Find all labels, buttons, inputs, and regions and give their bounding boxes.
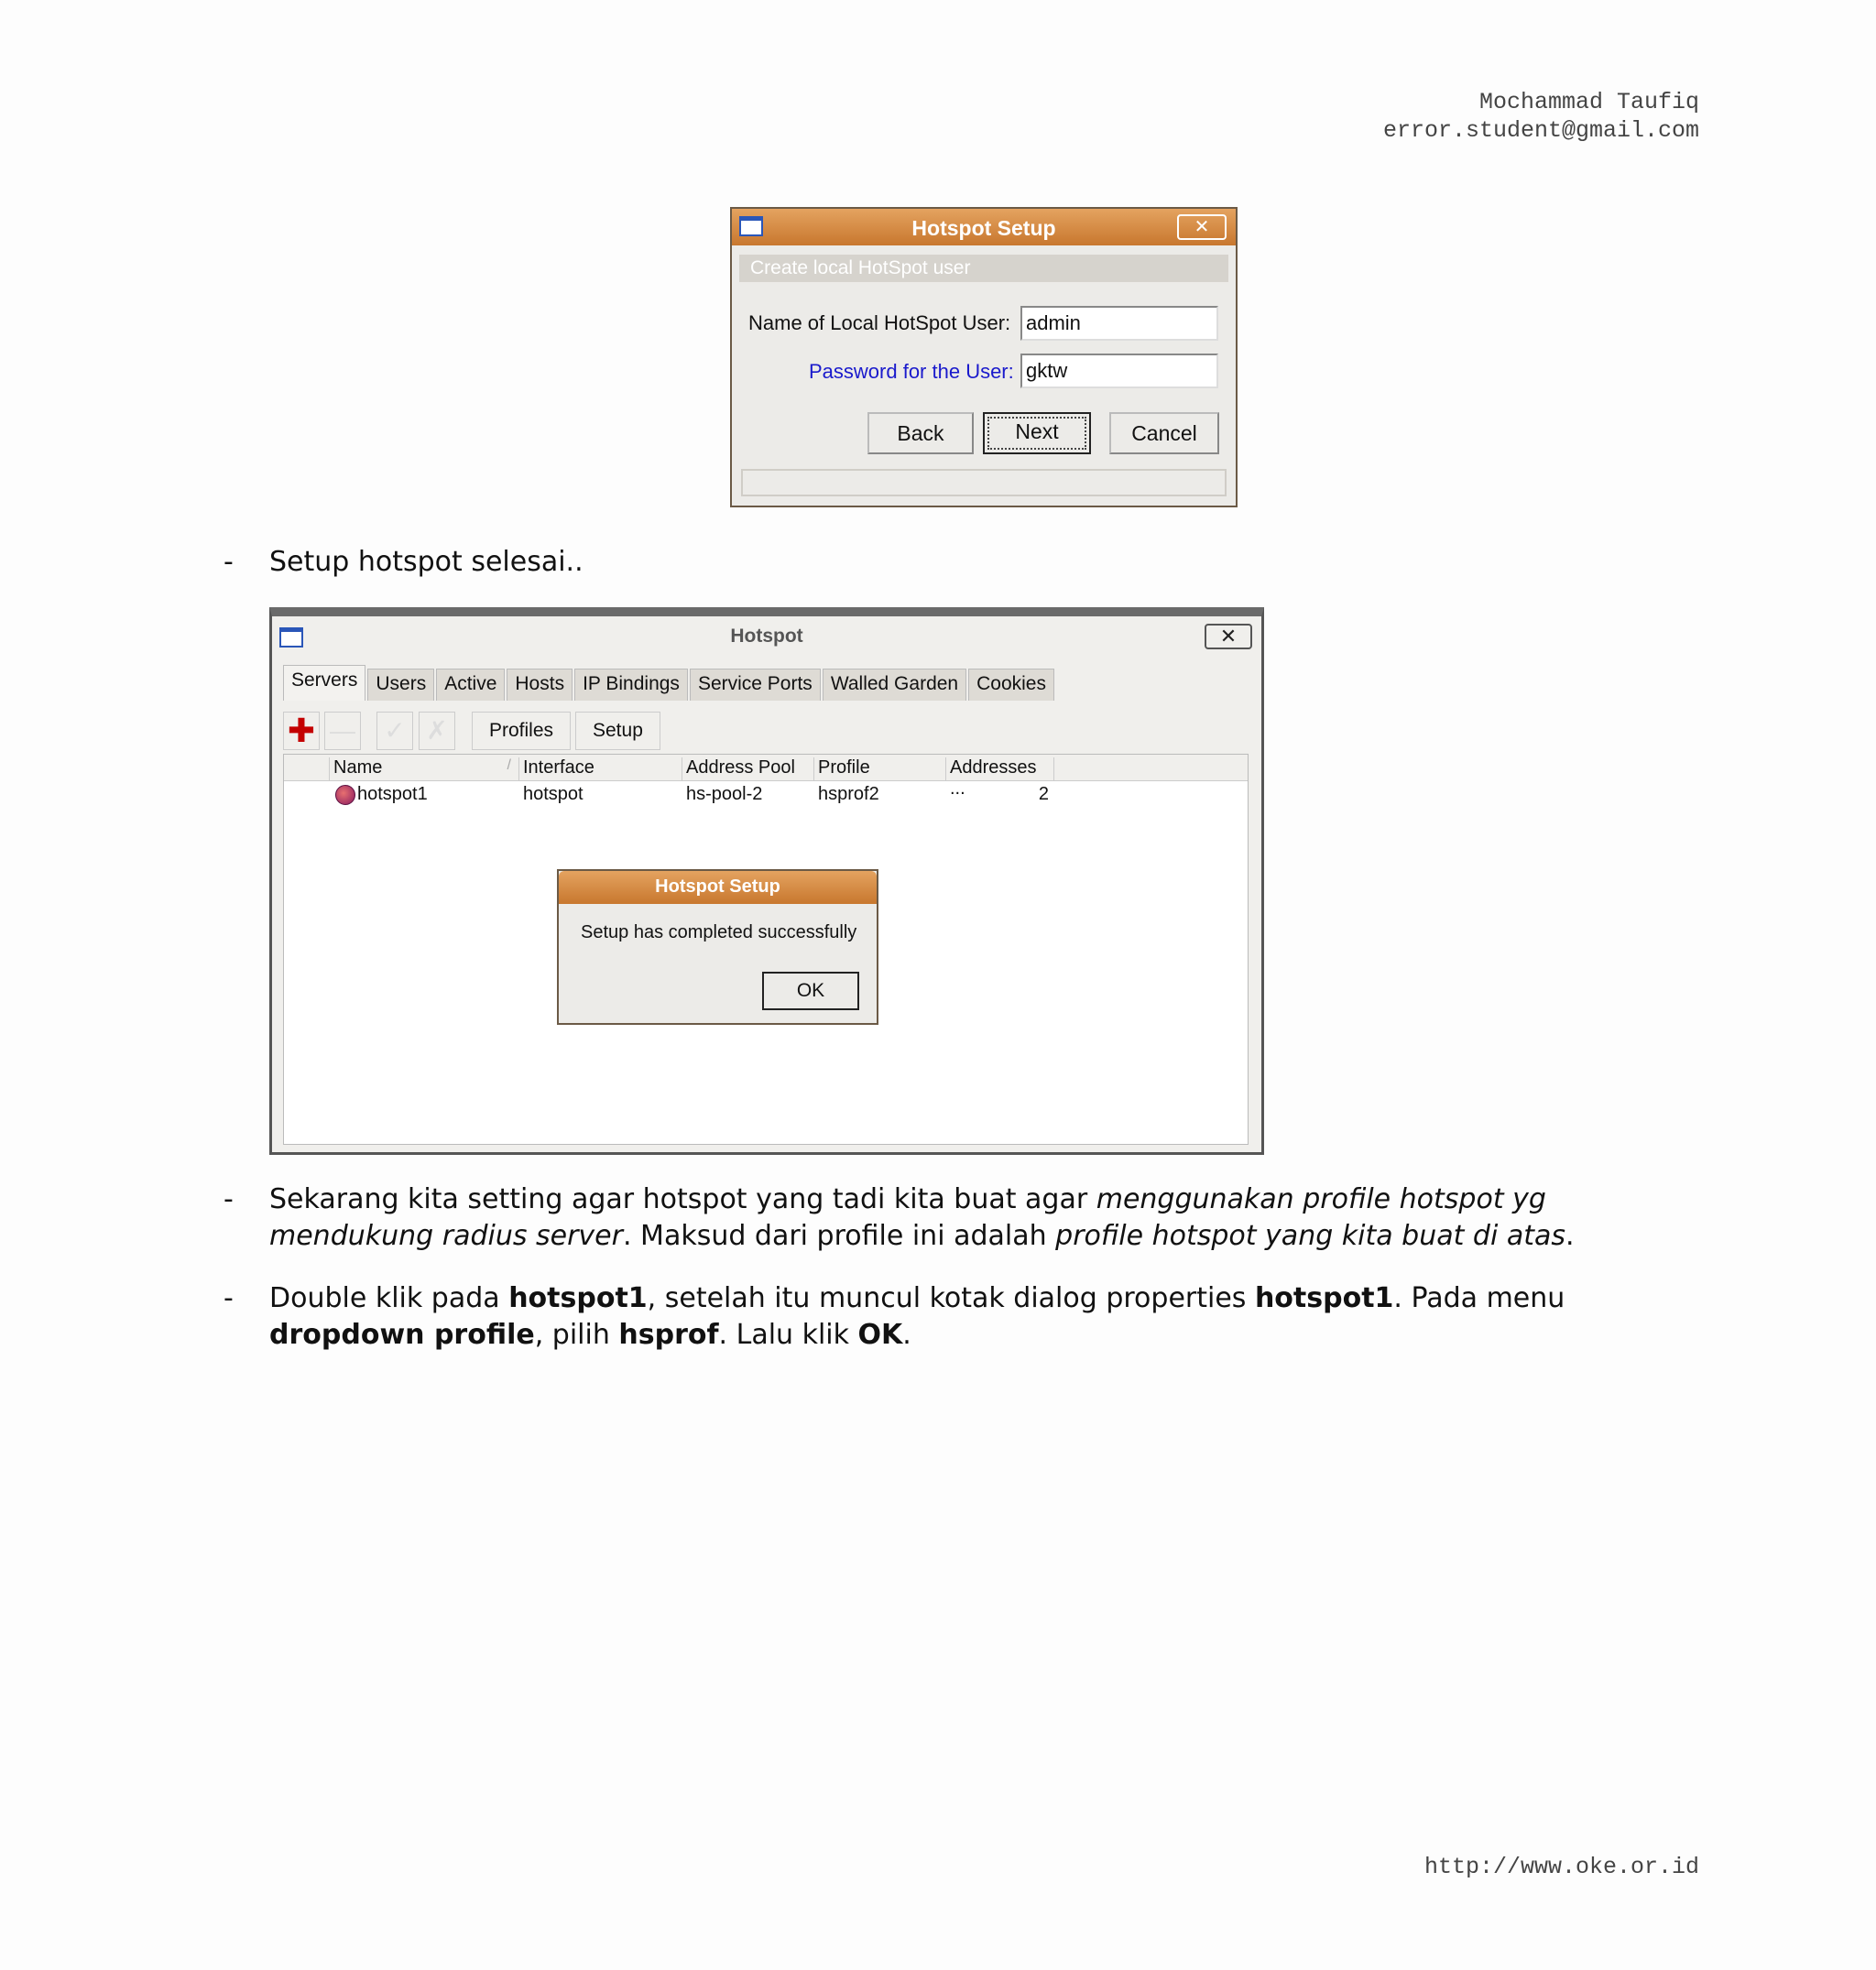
cancel-button[interactable]: Cancel — [1109, 412, 1219, 454]
cell-name: hotspot1 — [357, 784, 428, 804]
dialog-titlebar — [559, 871, 877, 904]
cell-addresses: 2 — [1038, 784, 1049, 804]
bullet-1-text: Setup hotspot selesai.. — [269, 546, 584, 578]
bullet-3-text: Double klik pada — [269, 1282, 509, 1314]
bullet-2: - Sekarang kita setting agar hotspot yang tadi kita buat agar menggunakan profile hotspot yg mendukung radius server. Maksud dari profile ini adalah profile hotspot yang kita buat di atas. — [224, 1183, 1575, 1252]
dialog-title: Hotspot Setup — [655, 876, 780, 897]
next-button[interactable]: Next — [983, 412, 1091, 454]
bullet-3-text-3: . Pada menu — [1393, 1282, 1565, 1314]
tab-walled-garden[interactable]: Walled Garden — [823, 669, 966, 701]
add-icon[interactable]: ✚ — [283, 712, 320, 750]
col-flag — [284, 757, 330, 781]
col-interface[interactable]: Interface — [519, 757, 682, 781]
tab-active[interactable]: Active — [436, 669, 505, 701]
sort-indicator-icon: / — [507, 757, 511, 773]
dialog-message: Setup has completed successfully — [581, 922, 857, 942]
tab-servers[interactable]: Servers — [283, 665, 365, 701]
window-title: Hotspot — [730, 626, 803, 647]
tab-ip-bindings[interactable]: IP Bindings — [574, 669, 688, 701]
tab-cookies[interactable]: Cookies — [968, 669, 1054, 701]
tab-service-ports[interactable]: Service Ports — [690, 669, 821, 701]
bullet-3-bold-4: hsprof — [618, 1319, 719, 1351]
setup-button[interactable]: Setup — [575, 712, 660, 750]
hotspot-server-icon — [335, 785, 355, 805]
dialog-subheading: Create local HotSpot user — [739, 255, 1228, 282]
bullet-2-italic: menggunakan profile hotspot yg mendukung radius server — [269, 1183, 1546, 1252]
col-profile[interactable]: Profile — [814, 757, 946, 781]
bullet-3-bold-3: dropdown profile — [269, 1319, 535, 1351]
col-name-label: Name — [333, 757, 383, 778]
status-bar — [741, 469, 1227, 496]
ok-button[interactable]: OK — [762, 972, 859, 1010]
hotspot-window — [269, 607, 1264, 1155]
back-button[interactable]: Back — [867, 412, 974, 454]
password-field[interactable]: gktw — [1020, 354, 1218, 388]
bullet-3-bold-1: hotspot1 — [508, 1282, 648, 1314]
dialog-titlebar — [732, 209, 1236, 245]
col-address-pool[interactable]: Address Pool — [682, 757, 814, 781]
bullet-3-text-4: , pilih — [534, 1319, 619, 1351]
cell-profile: hsprof2 — [818, 784, 879, 804]
bullet-3: - Double klik pada hotspot1, setelah itu muncul kotak dialog properties hotspot1. Pada menu dropdown profile, pilih hsprof. Lalu klik OK. — [224, 1282, 1565, 1351]
tab-hosts[interactable]: Hosts — [507, 669, 573, 701]
footer-url: http://www.oke.or.id — [1423, 1854, 1699, 1880]
author-email: error.student@gmail.com — [1382, 117, 1699, 144]
enable-icon[interactable]: ✓ — [376, 712, 413, 750]
close-icon[interactable]: ✕ — [1205, 624, 1252, 649]
password-label: Password for the User: — [809, 360, 1014, 383]
bullet-2-italic-2: profile hotspot yang kita buat di atas — [1055, 1220, 1565, 1252]
tab-bar — [283, 669, 1056, 700]
col-name[interactable] — [330, 757, 519, 781]
profiles-button[interactable]: Profiles — [472, 712, 571, 750]
username-field[interactable]: admin — [1020, 306, 1218, 341]
name-label: Name of Local HotSpot User: — [748, 311, 1011, 334]
col-addresses[interactable]: Addresses ... — [946, 757, 1054, 781]
bullet-3-text-2: , setelah itu muncul kotak dialog properties — [647, 1282, 1255, 1314]
cell-address-pool: hs-pool-2 — [686, 784, 763, 804]
hotspot-setup-user-dialog — [730, 207, 1238, 507]
page-header — [1383, 88, 1699, 145]
remove-icon[interactable]: — — [324, 712, 361, 750]
author-name: Mochammad Taufiq — [1478, 89, 1699, 115]
bullet-2-end: . — [1565, 1220, 1575, 1252]
disable-icon[interactable]: ✗ — [419, 712, 455, 750]
close-icon[interactable]: ✕ — [1177, 214, 1227, 240]
bullet-3-bold-5: OK — [857, 1319, 903, 1351]
bullet-3-end: . — [902, 1319, 911, 1351]
setup-complete-dialog — [557, 869, 878, 1025]
bullet-2-text-cont: . Maksud dari profile ini adalah — [622, 1220, 1056, 1252]
bullet-1: - Setup hotspot selesai.. — [224, 546, 584, 578]
cell-interface: hotspot — [523, 784, 584, 804]
tab-users[interactable]: Users — [367, 669, 434, 701]
bullet-2-text: Sekarang kita setting agar hotspot yang tadi kita buat agar — [269, 1183, 1096, 1215]
bullet-3-text-5: . Lalu klik — [718, 1319, 858, 1351]
dialog-title: Hotspot Setup — [911, 216, 1056, 240]
bullet-3-bold-2: hotspot1 — [1254, 1282, 1394, 1314]
